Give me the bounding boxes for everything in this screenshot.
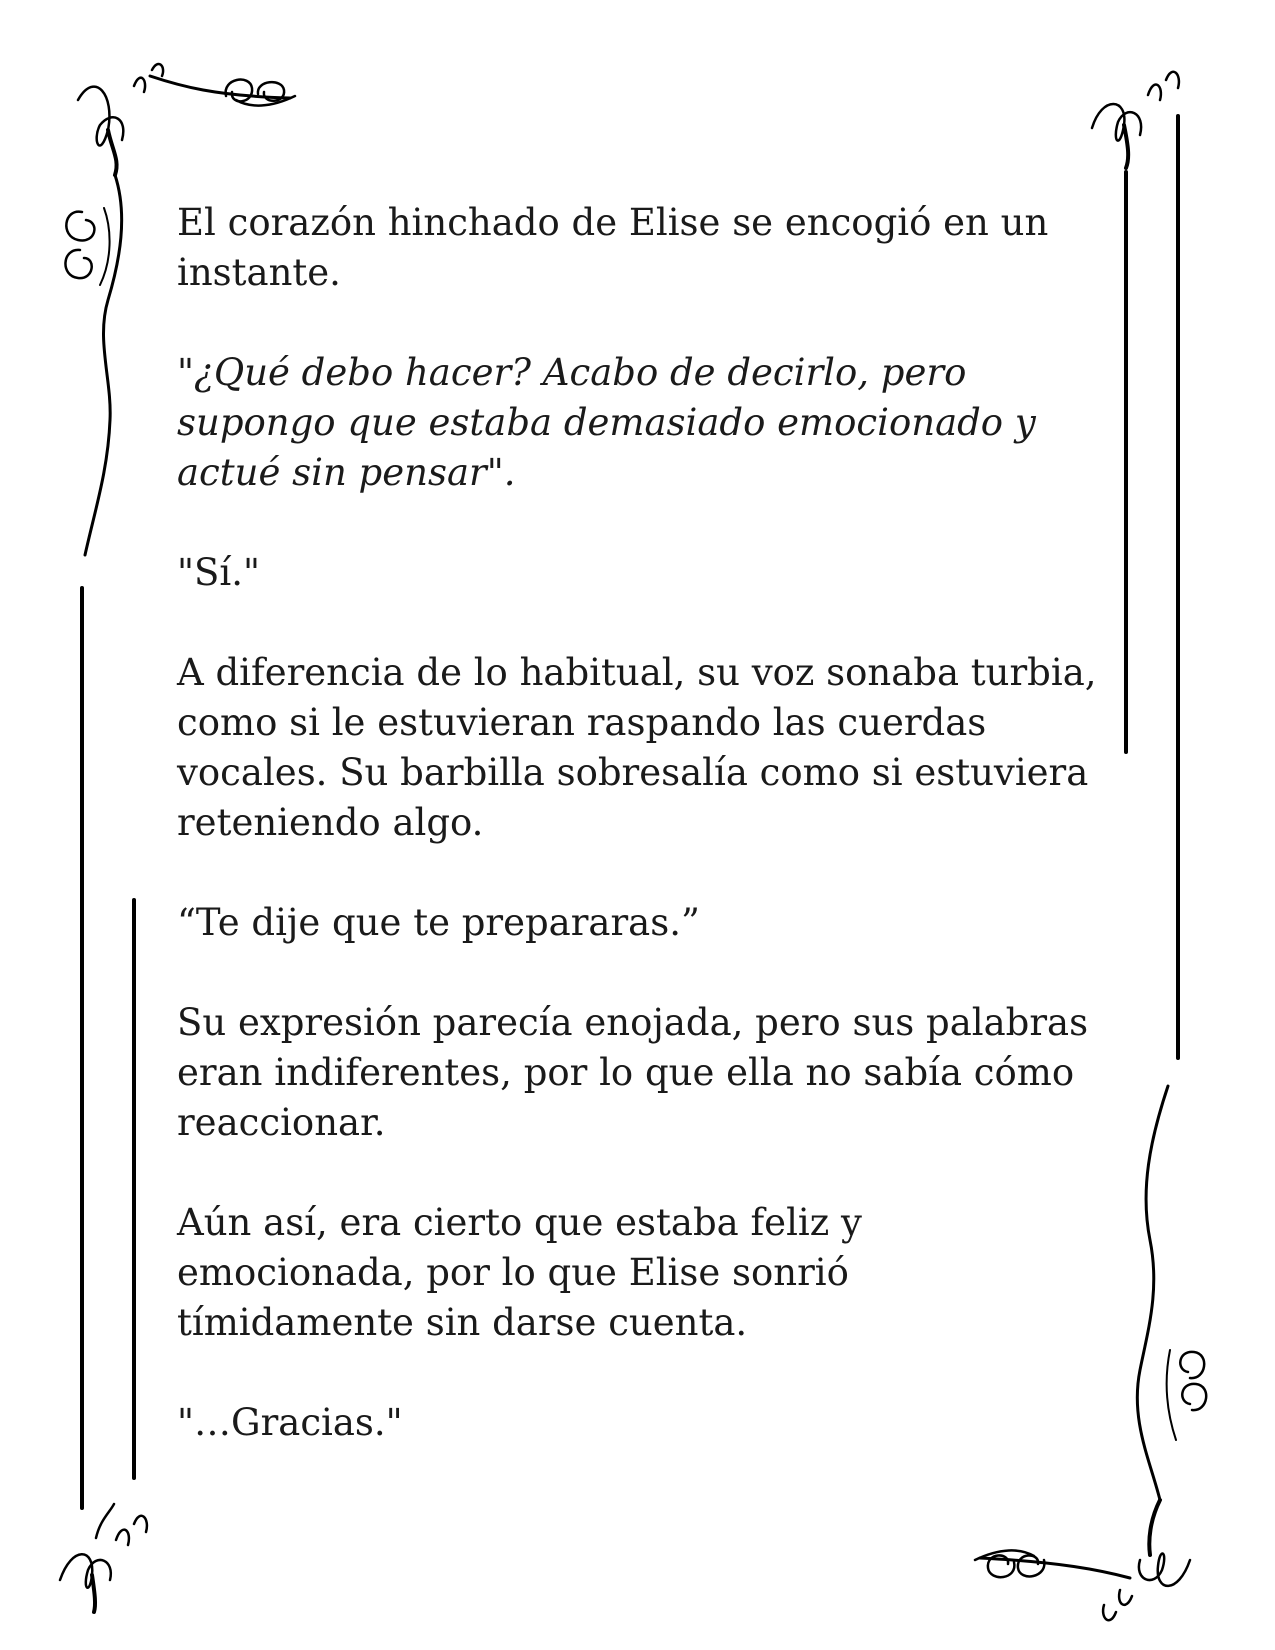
paragraph-1: El corazón hinchado de Elise se encogió en un instante.: [177, 201, 1049, 294]
bottom-right-flourish: [975, 1500, 1190, 1620]
top-right-flourish: [1092, 72, 1179, 168]
top-left-flourish: [78, 64, 295, 175]
left-vine: [65, 175, 121, 555]
paragraph-3-dialogue: "Sí.": [177, 551, 260, 594]
right-vine: [1137, 1086, 1206, 1500]
story-text: [177, 198, 1097, 1498]
paragraph-4: A diferencia de lo habitual, su voz sonaba turbia, como si le estuvieran raspando las cuerdas vocales. Su barbilla sobresalía como si estuviera reteniendo algo.: [177, 651, 1097, 844]
bottom-left-flourish: [60, 1504, 147, 1612]
paragraph-8-dialogue: "…Gracias.": [177, 1401, 403, 1444]
paragraph-5-dialogue: “Te dije que te prepararas.”: [177, 901, 700, 944]
paragraph-2-thought: "¿Qué debo hacer? Acabo de decirlo, pero supongo que estaba demasiado emocionado y actué sin pensar".: [177, 351, 1036, 494]
paragraph-6: Su expresión parecía enojada, pero sus palabras eran indiferentes, por lo que ella no sabía cómo reaccionar.: [177, 1001, 1089, 1144]
paragraph-7: Aún así, era cierto que estaba feliz y emocionada, por lo que Elise sonrió tímidamente sin darse cuenta.: [177, 1201, 862, 1344]
